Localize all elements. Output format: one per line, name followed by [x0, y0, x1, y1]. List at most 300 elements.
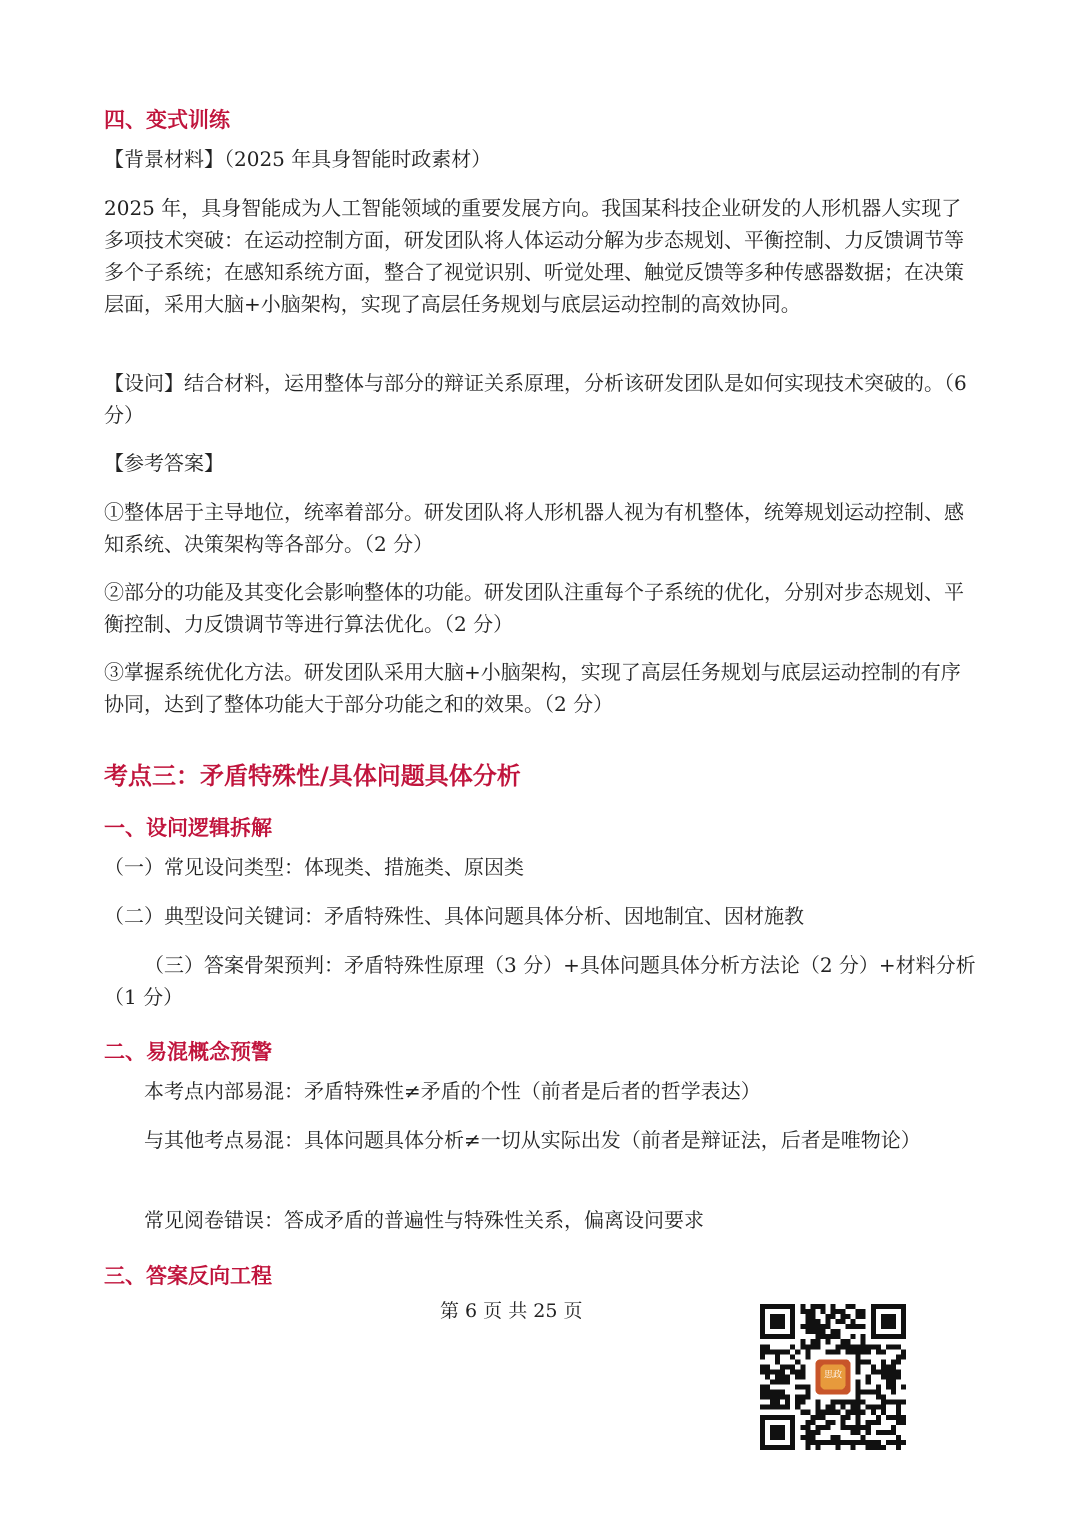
qr-module — [871, 1344, 876, 1349]
qr-module — [815, 1329, 820, 1334]
qr-module — [851, 1400, 856, 1405]
qr-module — [836, 1445, 841, 1450]
qr-module — [805, 1385, 810, 1390]
qr-module — [810, 1329, 815, 1334]
qr-module — [876, 1430, 881, 1435]
qr-module — [901, 1354, 906, 1359]
qr-module — [775, 1369, 780, 1374]
qr-module — [805, 1440, 810, 1445]
qr-module — [846, 1314, 851, 1319]
qr-module — [876, 1390, 881, 1395]
qr-module — [891, 1364, 896, 1369]
qr-module — [866, 1440, 871, 1445]
qr-module — [830, 1400, 835, 1405]
qr-module — [876, 1344, 881, 1349]
qr-module — [871, 1390, 876, 1395]
qr-module — [891, 1385, 896, 1390]
sec1-item-a: （一）常见设问类型：体现类、措施类、原因类 — [104, 855, 524, 879]
qr-module — [820, 1329, 825, 1334]
qr-module — [896, 1344, 901, 1349]
qr-module — [836, 1400, 841, 1405]
qr-module — [856, 1430, 861, 1435]
qr-module — [856, 1440, 861, 1445]
qr-module — [795, 1369, 800, 1374]
qr-module — [775, 1380, 780, 1385]
qr-module — [851, 1425, 856, 1430]
variant-heading: 四、变式训练 — [104, 108, 230, 132]
qr-module — [795, 1395, 800, 1400]
qr-module — [785, 1400, 790, 1405]
qr-module — [886, 1385, 891, 1390]
qr-module — [846, 1339, 851, 1344]
qr-module — [891, 1344, 896, 1349]
qr-module — [815, 1400, 820, 1405]
qr-module — [891, 1440, 896, 1445]
qr-module — [830, 1334, 835, 1339]
answer-item-3: ③掌握系统优化方法。研发团队采用大脑+小脑架构，实现了高层任务规划与底层运动控制的有序协同，达到了整体功能大于部分功能之和的效果。（2 分） — [104, 660, 961, 716]
qr-module — [876, 1385, 881, 1390]
qr-module — [866, 1445, 871, 1450]
qr-module — [810, 1309, 815, 1314]
qr-module — [856, 1324, 861, 1329]
qr-module — [876, 1440, 881, 1445]
qr-module — [856, 1314, 861, 1319]
qr-module — [785, 1364, 790, 1369]
qr-module — [866, 1349, 871, 1354]
qr-module — [896, 1369, 901, 1374]
qr-module — [841, 1339, 846, 1344]
qr-module — [881, 1349, 886, 1354]
qr-module — [765, 1344, 770, 1349]
qr-module — [780, 1405, 785, 1410]
qr-module — [896, 1420, 901, 1425]
qr-module — [805, 1410, 810, 1415]
qr-module — [851, 1410, 856, 1415]
sec1-item-c: （三）答案骨架预判：矛盾特殊性原理（3 分）+具体问题具体分析方法论（2 分）+材料分析（1 分） — [104, 953, 976, 1009]
qr-module — [861, 1334, 866, 1339]
qr-module — [760, 1364, 765, 1369]
qr-module — [856, 1380, 861, 1385]
qr-module — [861, 1324, 866, 1329]
qr-module — [815, 1415, 820, 1420]
qr-module — [825, 1314, 830, 1319]
qr-module — [765, 1395, 770, 1400]
qr-module — [881, 1395, 886, 1400]
qr-module — [760, 1385, 765, 1390]
qr-module — [896, 1400, 901, 1405]
qr-module — [780, 1395, 785, 1400]
qr-module — [896, 1415, 901, 1420]
qr-module — [815, 1304, 820, 1309]
qr-module — [760, 1369, 765, 1374]
qr-module — [815, 1440, 820, 1445]
qr-module — [856, 1385, 861, 1390]
qr-module — [886, 1430, 891, 1435]
qr-module — [851, 1430, 856, 1435]
qr-module — [830, 1420, 835, 1425]
qr-module — [881, 1410, 886, 1415]
background-material: 2025 年，具身智能成为人工智能领域的重要发展方向。我国某科技企业研发的人形机器人实现了多项技术突破：在运动控制方面，研发团队将人体运动分解为步态规划、平衡控制、力反馈调节等多个子系统；在感知系统方面，整合了视觉识别、听觉处理、触觉反馈等多种传感器数据；在决策层面，采用大脑+小脑架构，实现了高层任务规划与底层运动控制的高效协同。 — [104, 196, 964, 316]
qr-module — [896, 1445, 901, 1450]
sec3-heading: 三、答案反向工程 — [104, 1264, 272, 1288]
qr-module — [820, 1304, 825, 1309]
qr-module — [815, 1344, 820, 1349]
qr-module — [881, 1369, 886, 1374]
qr-module — [830, 1329, 835, 1334]
qr-module — [861, 1425, 866, 1430]
qr-module — [856, 1349, 861, 1354]
qr-module — [856, 1415, 861, 1420]
qr-module — [810, 1430, 815, 1435]
qr-module — [891, 1359, 896, 1364]
qr-module — [830, 1405, 835, 1410]
qr-module — [846, 1324, 851, 1329]
qr-module — [790, 1364, 795, 1369]
qr-module — [881, 1364, 886, 1369]
qr-module — [856, 1364, 861, 1369]
qr-module — [871, 1410, 876, 1415]
qr-module — [841, 1415, 846, 1420]
qr-module — [805, 1430, 810, 1435]
qr-module — [800, 1304, 805, 1309]
qr-module — [805, 1319, 810, 1324]
qr-module — [820, 1410, 825, 1415]
qr-module — [820, 1425, 825, 1430]
qr-module — [810, 1420, 815, 1425]
qr-module — [820, 1415, 825, 1420]
qr-module — [866, 1344, 871, 1349]
qr-module — [841, 1344, 846, 1349]
qr-module — [866, 1380, 871, 1385]
answer-label: 【参考答案】 — [104, 451, 224, 475]
qr-module — [871, 1445, 876, 1450]
qr-module — [765, 1364, 770, 1369]
qr-module — [841, 1425, 846, 1430]
qr-module — [891, 1430, 896, 1435]
qr-module — [780, 1390, 785, 1395]
qr-module — [861, 1435, 866, 1440]
qr-module — [770, 1405, 775, 1410]
qr-module — [760, 1344, 765, 1349]
qr-module — [846, 1304, 851, 1309]
qr-module — [810, 1435, 815, 1440]
qr-module — [896, 1410, 901, 1415]
qr-module — [901, 1415, 906, 1420]
qr-module — [901, 1420, 906, 1425]
qr-module — [810, 1314, 815, 1319]
qr-module — [896, 1405, 901, 1410]
qr-module — [810, 1344, 815, 1349]
qr-module — [790, 1344, 795, 1349]
qr-module — [800, 1385, 805, 1390]
qr-module — [886, 1374, 891, 1379]
qr-module — [800, 1374, 805, 1379]
qr-module — [866, 1405, 871, 1410]
qr-module — [861, 1339, 866, 1344]
qr-module — [856, 1369, 861, 1374]
qr-module — [846, 1349, 851, 1354]
qr-module — [856, 1400, 861, 1405]
qr-module — [851, 1405, 856, 1410]
qr-module — [846, 1344, 851, 1349]
qr-module — [770, 1395, 775, 1400]
qr-module — [841, 1309, 846, 1314]
qr-module — [775, 1354, 780, 1359]
qr-module — [795, 1385, 800, 1390]
qr-module — [825, 1339, 830, 1344]
qr-module — [800, 1339, 805, 1344]
qr-module — [851, 1344, 856, 1349]
qr-module — [876, 1405, 881, 1410]
qr-module — [825, 1405, 830, 1410]
qr-module — [780, 1369, 785, 1374]
qr-module — [760, 1349, 765, 1354]
qr-module — [856, 1405, 861, 1410]
qr-module — [775, 1349, 780, 1354]
qr-module — [775, 1390, 780, 1395]
qr-module — [815, 1445, 820, 1450]
qr-module — [886, 1380, 891, 1385]
qr-module — [836, 1435, 841, 1440]
qr-module — [891, 1415, 896, 1420]
qr-module — [856, 1425, 861, 1430]
qr-module — [896, 1435, 901, 1440]
qr-module — [886, 1440, 891, 1445]
qr-module — [785, 1380, 790, 1385]
sec2-item-a: 本考点内部易混：矛盾特殊性≠矛盾的个性（前者是后者的哲学表达） — [144, 1079, 761, 1103]
qr-module — [896, 1354, 901, 1359]
qr-module — [861, 1440, 866, 1445]
qr-module — [891, 1380, 896, 1385]
qr-module — [896, 1440, 901, 1445]
qr-module — [815, 1334, 820, 1339]
qr-module — [891, 1374, 896, 1379]
qr-module — [846, 1400, 851, 1405]
qr-module — [805, 1390, 810, 1395]
qr-module — [841, 1420, 846, 1425]
qr-module — [856, 1410, 861, 1415]
qr-module — [815, 1339, 820, 1344]
qr-module — [805, 1420, 810, 1425]
sec1-item-b: （二）典型设问关键词：矛盾特殊性、具体问题具体分析、因地制宜、因材施教 — [104, 904, 804, 928]
point3-heading: 考点三：矛盾特殊性/具体问题具体分析 — [104, 762, 521, 790]
qr-module — [825, 1319, 830, 1324]
qr-module — [856, 1344, 861, 1349]
qr-module — [765, 1390, 770, 1395]
qr-badge-text: 思政 — [823, 1370, 843, 1381]
qr-module — [836, 1319, 841, 1324]
qr-module — [846, 1415, 851, 1420]
qr-module — [876, 1420, 881, 1425]
qr-module — [871, 1420, 876, 1425]
qr-module — [891, 1369, 896, 1374]
qr-module — [861, 1400, 866, 1405]
qr-module — [891, 1400, 896, 1405]
qr-module — [836, 1329, 841, 1334]
qr-module — [856, 1354, 861, 1359]
qr-module — [846, 1425, 851, 1430]
qr-module — [795, 1349, 800, 1354]
qr-module — [825, 1349, 830, 1354]
qr-module — [851, 1304, 856, 1309]
qr-module — [856, 1390, 861, 1395]
qr-module — [815, 1324, 820, 1329]
qr-module — [881, 1445, 886, 1450]
qr-module — [886, 1344, 891, 1349]
qr-module — [800, 1309, 805, 1314]
sec1-heading: 一、设问逻辑拆解 — [104, 816, 272, 840]
qr-module — [861, 1359, 866, 1364]
qr-module — [800, 1344, 805, 1349]
qr-module — [800, 1364, 805, 1369]
qr-module — [866, 1359, 871, 1364]
qr-module — [815, 1405, 820, 1410]
qr-module — [901, 1385, 906, 1390]
qr-module — [876, 1415, 881, 1420]
qr-module — [775, 1374, 780, 1379]
qr-module — [805, 1425, 810, 1430]
qr-module — [866, 1390, 871, 1395]
qr-module — [805, 1445, 810, 1450]
qr-module — [886, 1415, 891, 1420]
qr-module — [841, 1319, 846, 1324]
qr-module — [881, 1430, 886, 1435]
qr-module — [830, 1349, 835, 1354]
qr-module — [861, 1344, 866, 1349]
qr-module — [775, 1405, 780, 1410]
qr-module — [866, 1430, 871, 1435]
qr-module — [805, 1435, 810, 1440]
qr-module — [810, 1304, 815, 1309]
qr-module — [760, 1405, 765, 1410]
qr-module — [760, 1395, 765, 1400]
qr-module — [851, 1319, 856, 1324]
qr-code — [760, 1304, 906, 1450]
qr-module — [871, 1364, 876, 1369]
qr-module — [825, 1334, 830, 1339]
qr-module — [841, 1440, 846, 1445]
qr-module — [765, 1349, 770, 1354]
qr-module — [830, 1435, 835, 1440]
qr-module — [881, 1405, 886, 1410]
qr-module — [820, 1440, 825, 1445]
qr-module — [861, 1349, 866, 1354]
qr-module — [841, 1400, 846, 1405]
qr-module — [856, 1359, 861, 1364]
qr-module — [820, 1309, 825, 1314]
qr-module — [851, 1445, 856, 1450]
qr-module — [861, 1410, 866, 1415]
qr-module — [836, 1309, 841, 1314]
qr-module — [795, 1400, 800, 1405]
qr-module — [760, 1354, 765, 1359]
qr-module — [851, 1334, 856, 1339]
qr-module — [805, 1309, 810, 1314]
qr-module — [886, 1400, 891, 1405]
sec2-heading: 二、易混概念预警 — [104, 1040, 272, 1064]
qr-module — [830, 1309, 835, 1314]
qr-module — [825, 1420, 830, 1425]
qr-module — [836, 1334, 841, 1339]
qr-module — [810, 1415, 815, 1420]
qr-module — [790, 1354, 795, 1359]
qr-module — [775, 1359, 780, 1364]
qr-module — [800, 1410, 805, 1415]
answer-item-2: ②部分的功能及其变化会影响整体的功能。研发团队注重每个子系统的优化，分别对步态规划、平衡控制、力反馈调节等进行算法优化。（2 分） — [104, 580, 964, 636]
qr-module — [805, 1354, 810, 1359]
qr-module — [825, 1410, 830, 1415]
qr-module — [815, 1410, 820, 1415]
background-label: 【背景材料】（2025 年具身智能时政素材） — [104, 147, 492, 171]
qr-module — [800, 1369, 805, 1374]
qr-module — [856, 1420, 861, 1425]
qr-module — [861, 1314, 866, 1319]
qr-module — [770, 1390, 775, 1395]
qr-module — [815, 1430, 820, 1435]
qr-module — [760, 1390, 765, 1395]
qr-module — [820, 1324, 825, 1329]
qr-module — [785, 1349, 790, 1354]
qr-module — [770, 1380, 775, 1385]
qr-module — [765, 1369, 770, 1374]
qr-module — [866, 1425, 871, 1430]
qr-module — [805, 1349, 810, 1354]
qr-module — [780, 1349, 785, 1354]
qr-module — [800, 1400, 805, 1405]
qr-module — [785, 1374, 790, 1379]
qr-module — [876, 1445, 881, 1450]
qr-module — [825, 1440, 830, 1445]
qr-module — [800, 1324, 805, 1329]
qr-module — [896, 1374, 901, 1379]
qr-module — [881, 1374, 886, 1379]
qr-module — [820, 1334, 825, 1339]
sec2-item-c: 常见阅卷错误：答成矛盾的普遍性与特殊性关系，偏离设问要求 — [144, 1208, 704, 1232]
qr-module — [805, 1314, 810, 1319]
qr-module — [891, 1390, 896, 1395]
qr-module — [846, 1440, 851, 1445]
qr-module — [830, 1440, 835, 1445]
qr-module — [815, 1319, 820, 1324]
qr-module — [800, 1435, 805, 1440]
qr-module — [861, 1390, 866, 1395]
qr-module — [901, 1440, 906, 1445]
qr-module — [805, 1324, 810, 1329]
qr-module — [901, 1400, 906, 1405]
qr-module — [830, 1410, 835, 1415]
qr-module — [765, 1385, 770, 1390]
qr-module — [830, 1314, 835, 1319]
qr-module — [856, 1309, 861, 1314]
answer-item-1: ①整体居于主导地位，统率着部分。研发团队将人形机器人视为有机整体，统筹规划运动控制、感知系统、决策架构等各部分。（2 分） — [104, 500, 964, 556]
qr-module — [805, 1344, 810, 1349]
qr-module — [871, 1440, 876, 1445]
qr-module — [871, 1405, 876, 1410]
qr-module — [866, 1420, 871, 1425]
qr-module — [770, 1400, 775, 1405]
question-text: 【设问】结合材料，运用整体与部分的辩证关系原理，分析该研发团队是如何实现技术突破的。（6 分） — [104, 371, 967, 427]
qr-module — [795, 1405, 800, 1410]
qr-module — [876, 1395, 881, 1400]
qr-module — [800, 1395, 805, 1400]
qr-module — [851, 1349, 856, 1354]
qr-module — [780, 1380, 785, 1385]
qr-module — [866, 1374, 871, 1379]
qr-module — [810, 1324, 815, 1329]
qr-module — [836, 1349, 841, 1354]
qr-module — [881, 1400, 886, 1405]
qr-module — [891, 1425, 896, 1430]
